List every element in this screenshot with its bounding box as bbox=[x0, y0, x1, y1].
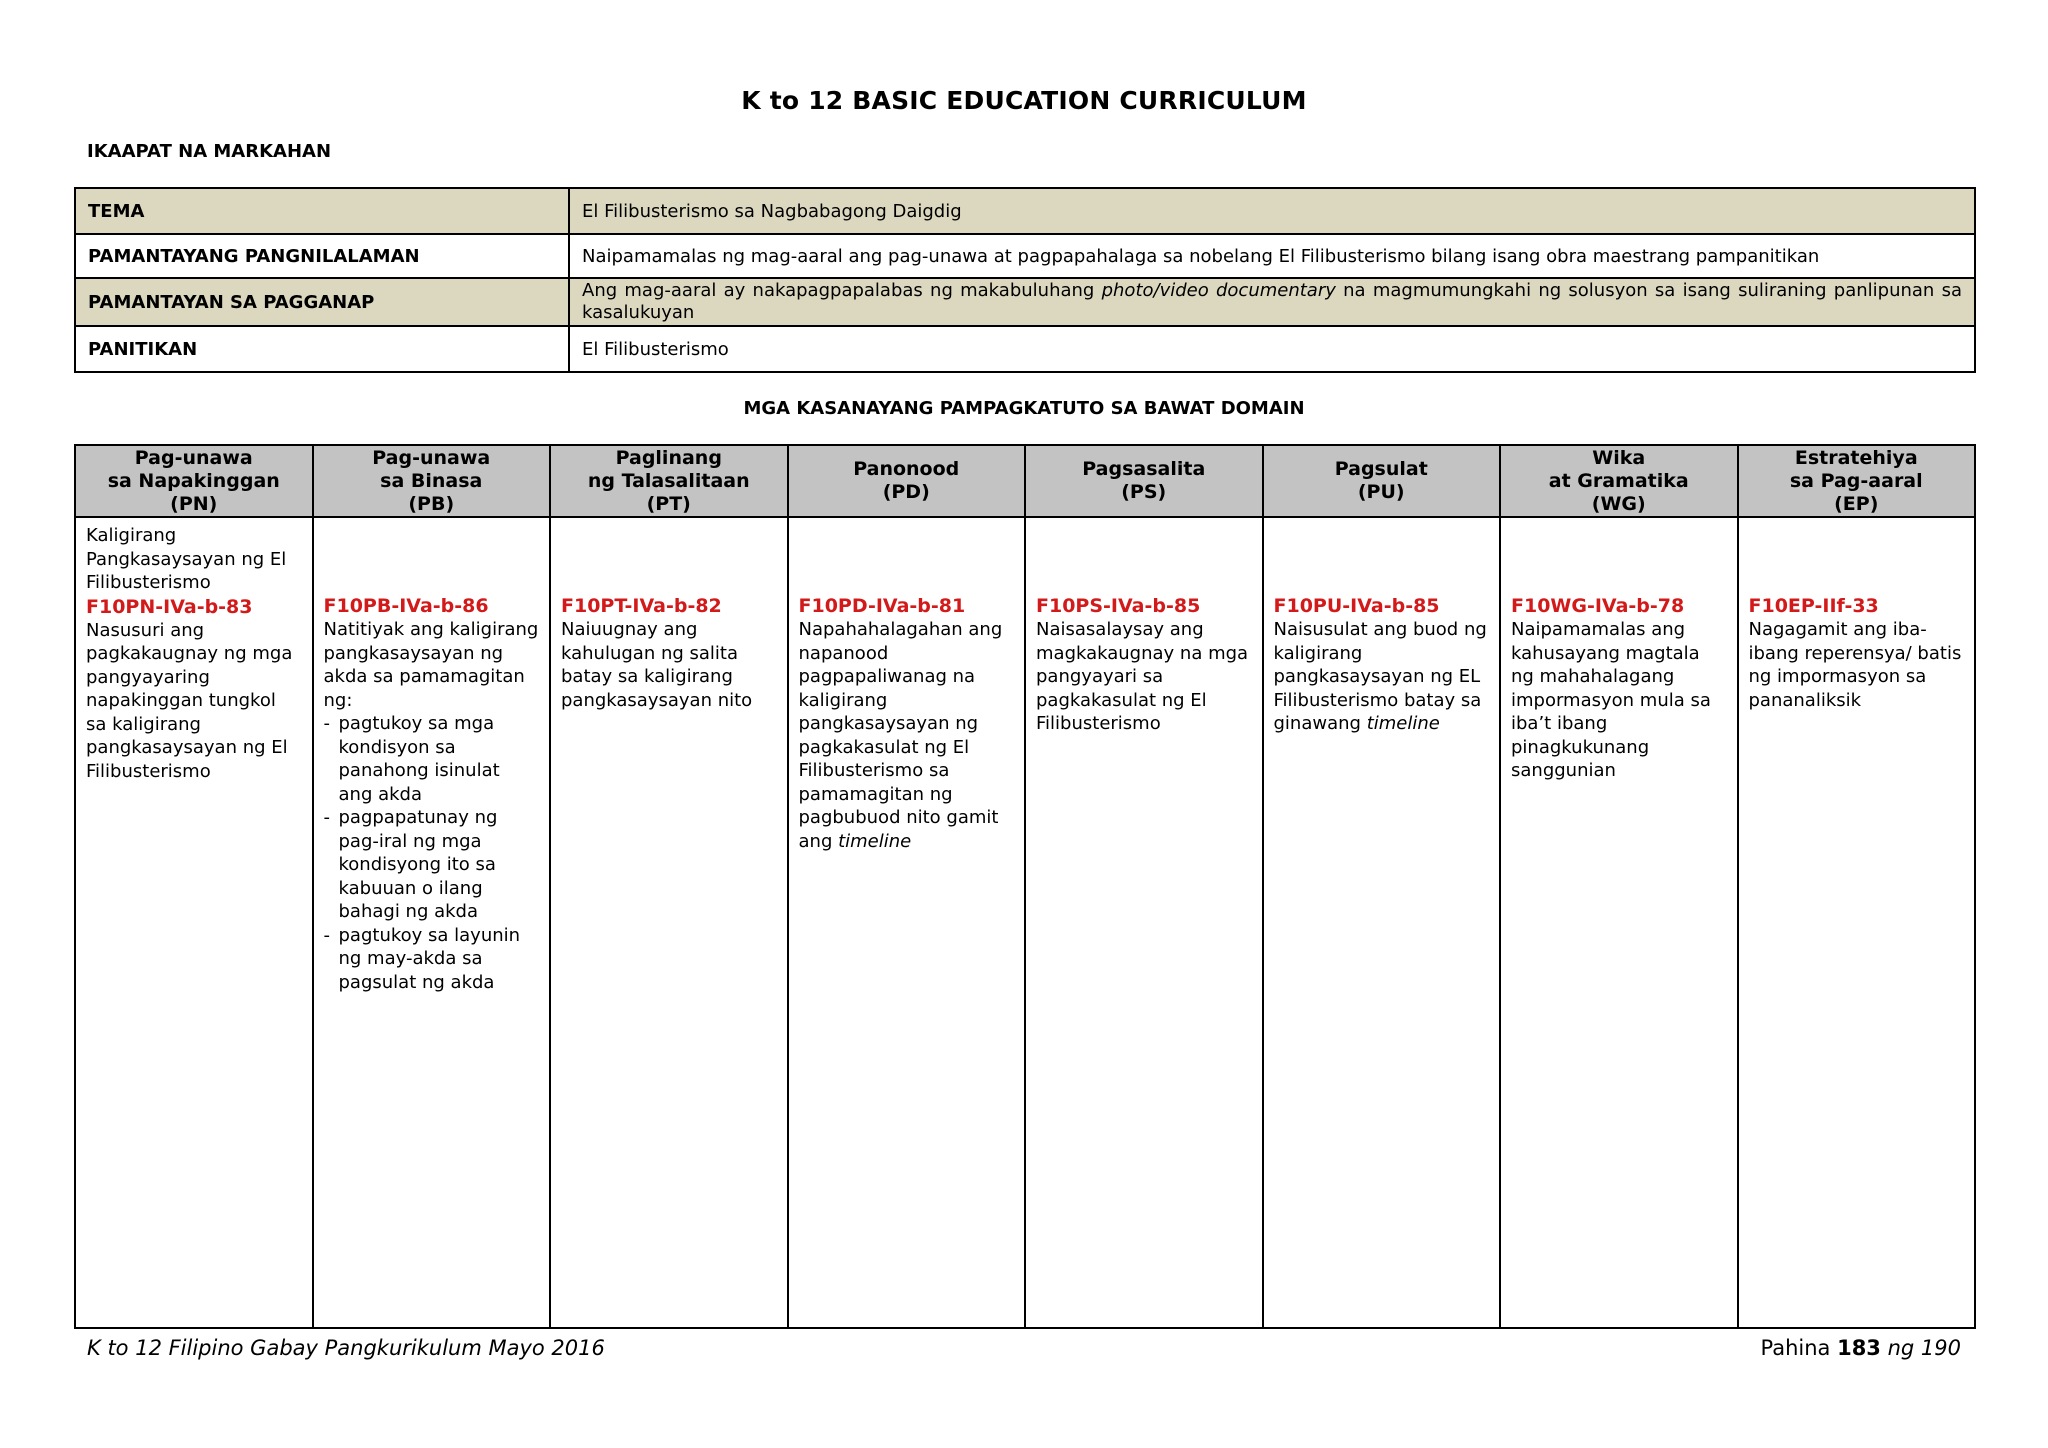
column-header-pt: Paglinang ng Talasalitaan (PT) bbox=[550, 445, 788, 517]
competency-text: Natitiyak ang kaligirang pangkasaysayan ng akda sa pamamagitan ng: bbox=[323, 619, 539, 711]
competency-text: Naipamamalas ang kahusayang magtala ng mahahalagang impormasyon mula sa iba’t ibang pinagkukunang sanggunian bbox=[1511, 619, 1711, 781]
info-value-text: Ang mag-aaral ay nakapagpapalabas ng makabuluhang bbox=[582, 280, 1102, 301]
info-value: El Filibusterismo bbox=[569, 326, 1975, 372]
cell-pu bbox=[1263, 517, 1501, 1328]
document-title: K to 12 BASIC EDUCATION CURRICULUM bbox=[741, 86, 1307, 115]
quarter-label: IKAAPAT NA MARKAHAN bbox=[87, 141, 332, 162]
list-item: - pagtukoy sa layunin ng may-akda sa pagsulat ng akda bbox=[324, 924, 540, 995]
competency-text: Nagagamit ang iba-ibang reperensya/ batis ng impormasyon sa pananaliksik bbox=[1748, 619, 1962, 711]
section-title: MGA KASANAYANG PAMPAGKATUTO SA BAWAT DOMAIN bbox=[743, 398, 1305, 419]
competency-code: F10WG-IVa-b-78 bbox=[1511, 595, 1685, 617]
competency-code: F10PT-IVa-b-82 bbox=[561, 595, 722, 617]
competency-emphasis: timeline bbox=[1366, 713, 1440, 734]
column-header-pu: Pagsulat (PU) bbox=[1263, 445, 1501, 517]
info-label: PANITIKAN bbox=[75, 326, 569, 372]
footer-document-name: K to 12 Filipino Gabay Pangkurikulum Mayo 2016 bbox=[87, 1336, 605, 1360]
cell-wg bbox=[1500, 517, 1738, 1328]
column-header-ep: Estratehiya sa Pag-aaral (EP) bbox=[1738, 445, 1976, 517]
competency-text: Naisusulat ang buod ng kaligirang pangkasaysayan ng EL Filibusterismo batay sa ginawang timeline bbox=[1273, 619, 1487, 734]
list-item: - pagtukoy sa mga kondisyon sa panahong isinulat ang akda bbox=[324, 712, 540, 806]
competency-text: Napahahalagahan ang napanood pagpapaliwanag na kaligirang pangkasaysayan ng pagkakasulat ng El Filibusterismo sa pamamagitan ng pagbubuod nito gamit ang timeline bbox=[798, 619, 1003, 852]
competency-code: F10PD-IVa-b-81 bbox=[798, 595, 966, 617]
footer-page-number: Pahina 183 ng 190 bbox=[1760, 1336, 1961, 1360]
column-header-pb: Pag-unawa sa Binasa (PB) bbox=[313, 445, 551, 517]
competency-row bbox=[75, 517, 1975, 1328]
info-label: PAMANTAYAN SA PAGGANAP bbox=[75, 278, 569, 326]
info-row-tema bbox=[75, 188, 1975, 234]
info-value bbox=[569, 278, 1975, 326]
info-row-pamantayan-sa-pagganap bbox=[75, 278, 1975, 326]
column-header-wg: Wika at Gramatika (WG) bbox=[1500, 445, 1738, 517]
competency-code: F10PN-IVa-b-83 bbox=[86, 595, 253, 618]
cell-intro: Kaligirang Pangkasaysayan ng El Filibusterismo bbox=[86, 525, 287, 593]
competency-code: F10PS-IVa-b-85 bbox=[1036, 595, 1201, 617]
standards-table bbox=[74, 187, 1976, 373]
column-header-pd: Panonood (PD) bbox=[788, 445, 1026, 517]
info-value: Naipamamalas ng mag-aaral ang pag-unawa at pagpapahalaga sa nobelang El Filibusterismo bilang isang obra maestrang pampanitikan bbox=[569, 234, 1975, 278]
cell-pn bbox=[75, 517, 313, 1328]
column-header-ps: Pagsasalita (PS) bbox=[1025, 445, 1263, 517]
cell-ep bbox=[1738, 517, 1976, 1328]
info-label: TEMA bbox=[75, 188, 569, 234]
cell-ps bbox=[1025, 517, 1263, 1328]
info-value: El Filibusterismo sa Nagbabagong Daigdig bbox=[569, 188, 1975, 234]
competencies-table bbox=[74, 444, 1976, 1329]
header-row bbox=[75, 445, 1975, 517]
competency-emphasis: timeline bbox=[838, 830, 912, 852]
competency-list bbox=[324, 712, 540, 994]
list-item: - pagpapatunay ng pag-iral ng mga kondisyong ito sa kabuuan o ilang bahagi ng akda bbox=[324, 806, 540, 924]
cell-pb bbox=[313, 517, 551, 1328]
info-label: PAMANTAYANG PANGNILALAMAN bbox=[75, 234, 569, 278]
competency-text: Nasusuri ang pagkakaugnay ng mga pangyayaring napakinggan tungkol sa kaligirang pangkasaysayan ng El Filibusterismo bbox=[86, 619, 293, 782]
info-row-pamantayang-pangnilalaman bbox=[75, 234, 1975, 278]
cell-pd bbox=[788, 517, 1026, 1328]
info-row-panitikan bbox=[75, 326, 1975, 372]
competency-code: F10PB-IVa-b-86 bbox=[323, 595, 489, 617]
current-page: 183 bbox=[1837, 1336, 1881, 1360]
competency-code: F10EP-IIf-33 bbox=[1748, 595, 1879, 617]
competency-text: Naiuugnay ang kahulugan ng salita batay sa kaligirang pangkasaysayan nito bbox=[561, 619, 753, 711]
info-value-emphasis: photo/video documentary bbox=[1101, 280, 1336, 301]
competency-text: Naisasalaysay ang magkakaugnay na mga pangyayari sa pagkakasulat ng El Filibusterismo bbox=[1036, 619, 1249, 734]
info-value-text: na magmumungkahi ng solusyon sa isang suliraning panlipunan sa kasalukuyan bbox=[582, 280, 1962, 323]
column-header-pn: Pag-unawa sa Napakinggan (PN) bbox=[75, 445, 313, 517]
competency-code: F10PU-IVa-b-85 bbox=[1273, 595, 1440, 617]
cell-pt bbox=[550, 517, 788, 1328]
